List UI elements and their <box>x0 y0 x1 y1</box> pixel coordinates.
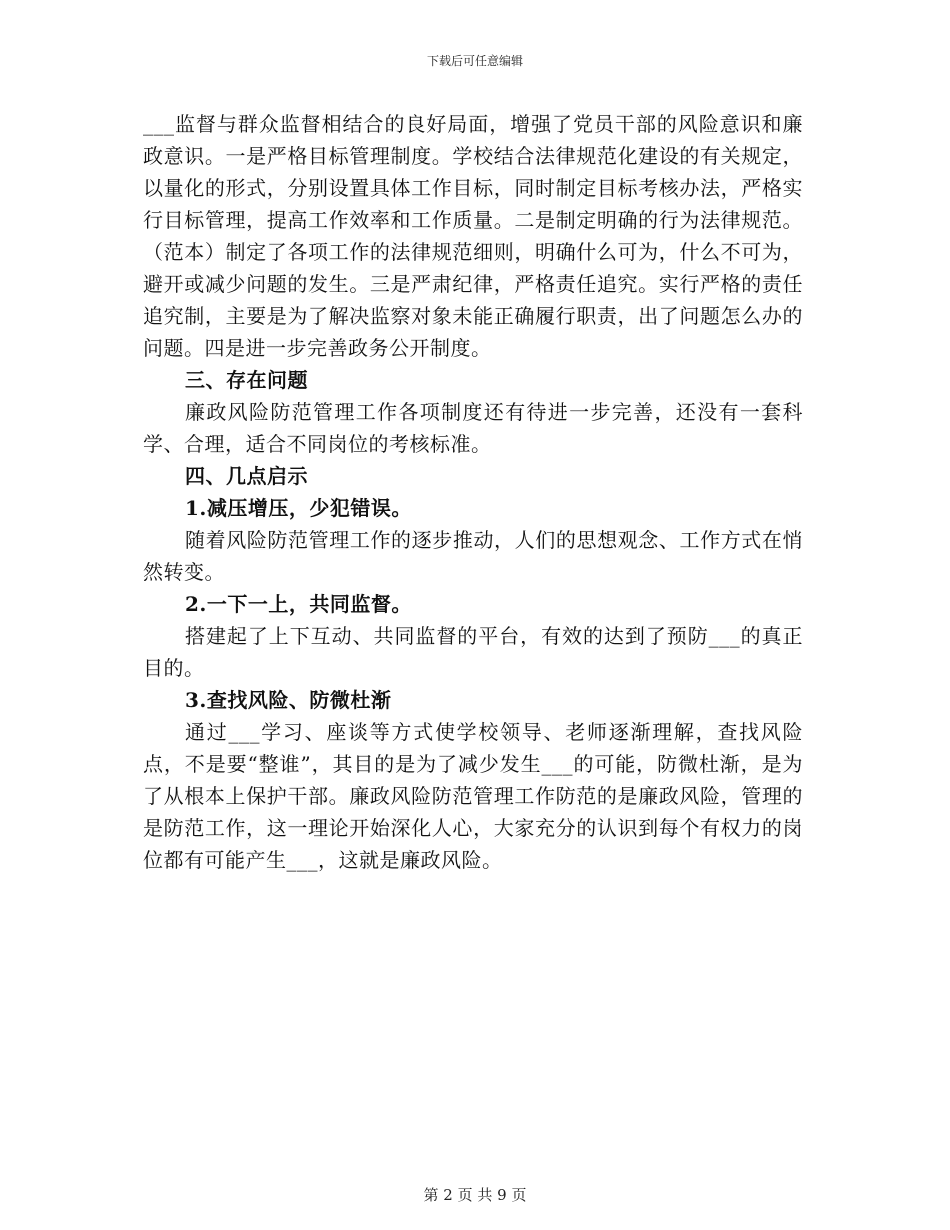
page-number-footer: 第 2 页 共 9 页 <box>423 1186 527 1204</box>
subheading-joint-supervision: 2.一下一上，共同监督。 <box>185 592 412 616</box>
document-body <box>143 108 803 876</box>
paragraph-reduce-pressure: 随着风险防范管理工作的逐步推动，人们的思想观念、工作方式在悄然转变。 <box>143 528 803 584</box>
paragraph-joint-supervision: 搭建起了上下互动、共同监督的平台，有效的达到了预防___的真正目的。 <box>143 624 803 680</box>
section-heading-problems: 三、存在问题 <box>185 368 308 392</box>
paragraph-problems: 廉政风险防范管理工作各项制度还有待进一步完善，还没有一套科学、合理，适合不同岗位的考核标准。 <box>143 400 803 456</box>
section-heading-insights: 四、几点启示 <box>185 464 308 488</box>
header-note: 下载后可任意编辑 <box>426 54 523 68</box>
subheading-reduce-pressure: 1.减压增压，少犯错误。 <box>185 496 412 520</box>
paragraph-find-risks: 通过___学习、座谈等方式使学校领导、老师逐渐理解，查找风险点，不是要“整谁”，其目的是为了减少发生___的可能，防微杜渐，是为了从根本上保护干部。廉政风险防范管理工作防范的是廉政风险，管理的是防范工作，这一理论开始深化人心，大家充分的认识到每个有权力的岗位都有可能产生___，这就是廉政风险。 <box>143 720 803 872</box>
paragraph-supervision: ___监督与群众监督相结合的良好局面，增强了党员干部的风险意识和廉政意识。一是严格目标管理制度。学校结合法律规范化建设的有关规定，以量化的形式，分别设置具体工作目标，同时制定目标考核办法，严格实行目标管理，提高工作效率和工作质量。二是制定明确的行为法律规范。（范本）制定了各项工作的法律规范细则，明确什么可为，什么不可为，避开或减少问题的发生。三是严肃纪律，严格责任追究。实行严格的责任追究制，主要是为了解决监察对象未能正确履行职责，出了问题怎么办的问题。四是进一步完善政务公开制度。 <box>143 112 803 360</box>
subheading-find-risks: 3.查找风险、防微杜渐 <box>185 688 392 712</box>
